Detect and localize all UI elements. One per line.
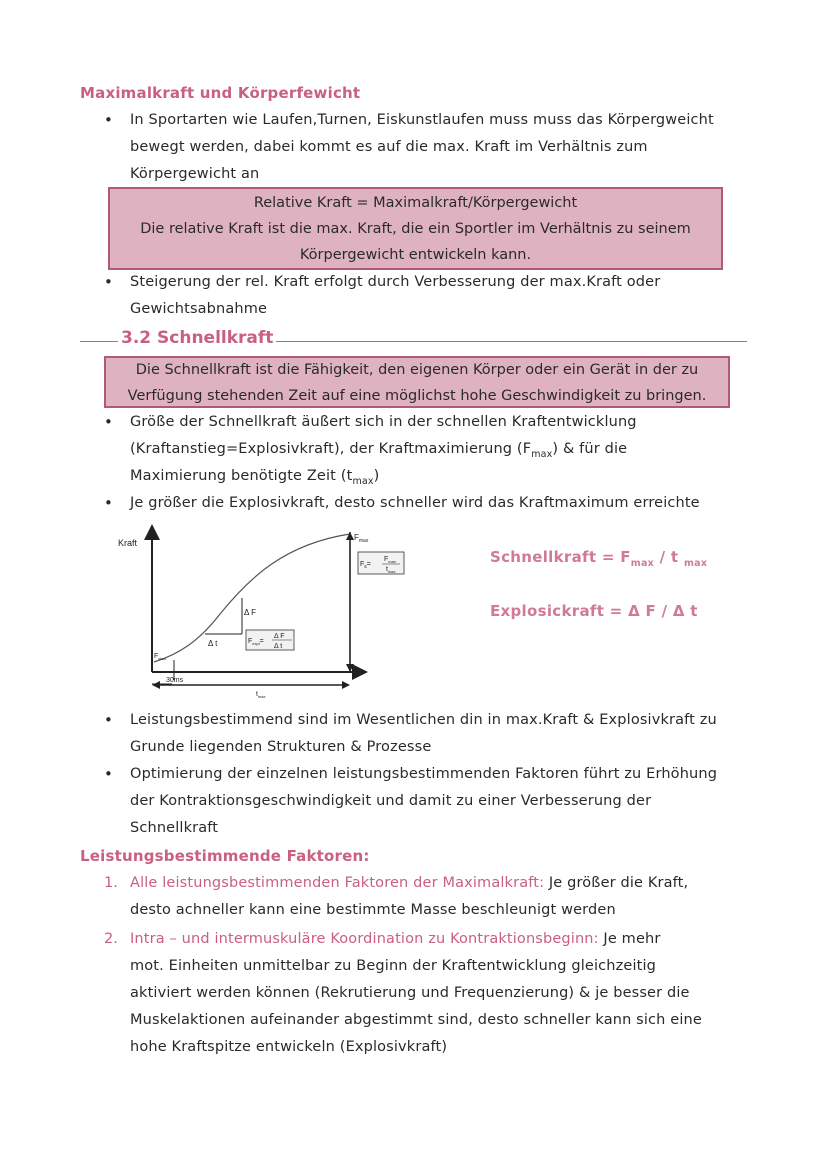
item-title: Alle leistungsbestimmenden Faktoren der Maximalkraft:	[130, 875, 545, 891]
tmax-sub: max	[257, 694, 266, 699]
box-line: Die relative Kraft ist die max. Kraft, die ein Sportler im Verhältnis zu seinem	[140, 221, 691, 237]
tmax-arrow-head	[346, 664, 354, 672]
text-line: Optimierung der einzelnen leistungsbestimmenden Faktoren führt zu Erhöhung	[130, 766, 718, 782]
fs-den-text: t	[386, 566, 388, 573]
text-line: Gewichtsabnahme	[130, 301, 268, 317]
tmax-arrow-left	[152, 681, 160, 689]
kraft-zeit-diagram	[110, 522, 420, 702]
formula-text: / t	[654, 548, 679, 566]
box-line: Verfügung stehenden Zeit auf eine möglichst hohe Geschwindigkeit zu bringen.	[127, 388, 707, 404]
fs-text: F	[360, 561, 365, 568]
text-span: Maximierung benötigte Zeit (t	[130, 468, 353, 484]
bullet-marker: •	[104, 765, 113, 783]
tmax-text: t	[256, 691, 258, 698]
tmax-label	[256, 691, 266, 699]
fmax-sub: max	[358, 538, 369, 544]
text-line: Größe der Schnellkraft äußert sich in der schnellen Kraftentwicklung	[130, 414, 637, 430]
fexpl-text: F	[248, 638, 253, 645]
text-line	[130, 870, 688, 897]
fs-formula-box	[358, 552, 404, 574]
bullet-marker: •	[104, 413, 113, 431]
text-line: Je größer die Explosivkraft, desto schneller wird das Kraftmaximum erreichte	[130, 495, 700, 511]
fmax-text: F	[354, 533, 359, 542]
formula-sub: max	[683, 558, 708, 569]
box-line: Relative Kraft = Maximalkraft/Körpergewicht	[253, 195, 578, 211]
text-line: hohe Kraftspitze entwickeln (Explosivkraft)	[130, 1039, 448, 1055]
fexpl-formula-num: Δ F	[274, 633, 285, 640]
section-heading-faktoren: Leistungsbestimmende Faktoren:	[80, 847, 370, 865]
text-line: Steigerung der rel. Kraft erfolgt durch Verbesserung der max.Kraft oder	[130, 274, 661, 290]
box-line: Körpergewicht entwickeln kann.	[299, 247, 532, 263]
bullet-marker: •	[104, 273, 113, 291]
text-line	[130, 926, 660, 953]
formula-text: Schnellkraft = F	[490, 548, 631, 566]
subscript: max	[352, 475, 374, 487]
text-line: mot. Einheiten unmittelbar zu Beginn der Kraftentwicklung gleichzeitig	[130, 958, 657, 974]
y-axis-label: Kraft	[118, 538, 138, 548]
item-text: Je größer die Kraft,	[544, 875, 689, 891]
30ms-label: 30ms	[166, 677, 184, 684]
box-line: Die Schnellkraft ist die Fähigkeit, den eigenen Körper oder ein Gerät in der zu	[135, 362, 699, 378]
fstart-text: F	[154, 653, 159, 660]
list-number: 1.	[104, 875, 118, 891]
delta-f-label: Δ F	[244, 608, 257, 617]
fs-sub: s	[364, 564, 367, 570]
fexpl-sub: expl	[252, 641, 260, 646]
text-line: der Kontraktionsgeschwindigkeit und damit zu einer Verbesserung der	[130, 793, 652, 809]
subscript: max	[531, 448, 553, 460]
section-heading-maximalkraft: Maximalkraft und Körperfewicht	[80, 84, 361, 102]
text-line: Leistungsbestimmend sind im Wesentlichen din in max.Kraft & Explosivkraft zu	[130, 712, 717, 728]
text-line: Grunde liegenden Strukturen & Prozesse	[130, 739, 432, 755]
fexpl-eq: =	[259, 638, 264, 645]
fstart-label	[154, 653, 167, 661]
fs-eq: =	[366, 561, 371, 568]
tmax-arrow-right	[342, 681, 350, 689]
fs-den-sub: max	[387, 569, 396, 574]
text-line: Körpergewicht an	[130, 166, 260, 182]
text-line: desto achneller kann eine bestimmte Masse beschleunigt werden	[130, 902, 616, 918]
definition-box-relative-kraft	[108, 187, 723, 270]
fs-num-text: F	[384, 556, 389, 563]
text-span: ) & für die	[552, 441, 628, 457]
text-span: )	[373, 468, 380, 484]
bullet-marker: •	[104, 111, 113, 129]
text-line: In Sportarten wie Laufen,Turnen, Eiskunstlaufen muss muss das Körpergweicht	[130, 112, 714, 128]
item-text: Je mehr	[598, 931, 661, 947]
section-heading-schnellkraft: 3.2 Schnellkraft	[118, 328, 276, 348]
formula-sub: max	[630, 558, 655, 569]
definition-box-schnellkraft	[104, 356, 730, 408]
delta-t-label: Δ t	[208, 639, 218, 648]
fstart-sub: start	[158, 656, 167, 661]
fexpl-formula-den: Δ t	[274, 643, 283, 650]
list-number: 2.	[104, 931, 118, 947]
formula-explosivkraft: Explosickraft = Δ F / Δ t	[490, 602, 698, 620]
item-title: Intra – und intermuskuläre Koordination zu Kontraktionsbeginn:	[130, 931, 599, 947]
bullet-marker: •	[104, 711, 113, 729]
fmax-arrow-head	[346, 532, 354, 540]
fmax-label	[354, 533, 369, 544]
text-line: aktiviert werden können (Rekrutierung und Frequenzierung) & je besser die	[130, 985, 690, 1001]
formula-schnellkraft	[490, 548, 707, 569]
heading-rule-left	[80, 341, 120, 342]
text-line: bewegt werden, dabei kommt es auf die max. Kraft im Verhältnis zum	[130, 139, 648, 155]
text-span: (Kraftanstieg=Explosivkraft), der Kraftmaximierung (F	[130, 441, 532, 457]
bullet-marker: •	[104, 494, 113, 512]
fs-num-sub: max	[388, 559, 396, 564]
text-line: Schnellkraft	[130, 820, 219, 836]
text-line: Muskelaktionen aufeinander abgestimmt sind, desto schneller kann sich eine	[130, 1012, 702, 1028]
heading-rule-right	[250, 341, 747, 342]
